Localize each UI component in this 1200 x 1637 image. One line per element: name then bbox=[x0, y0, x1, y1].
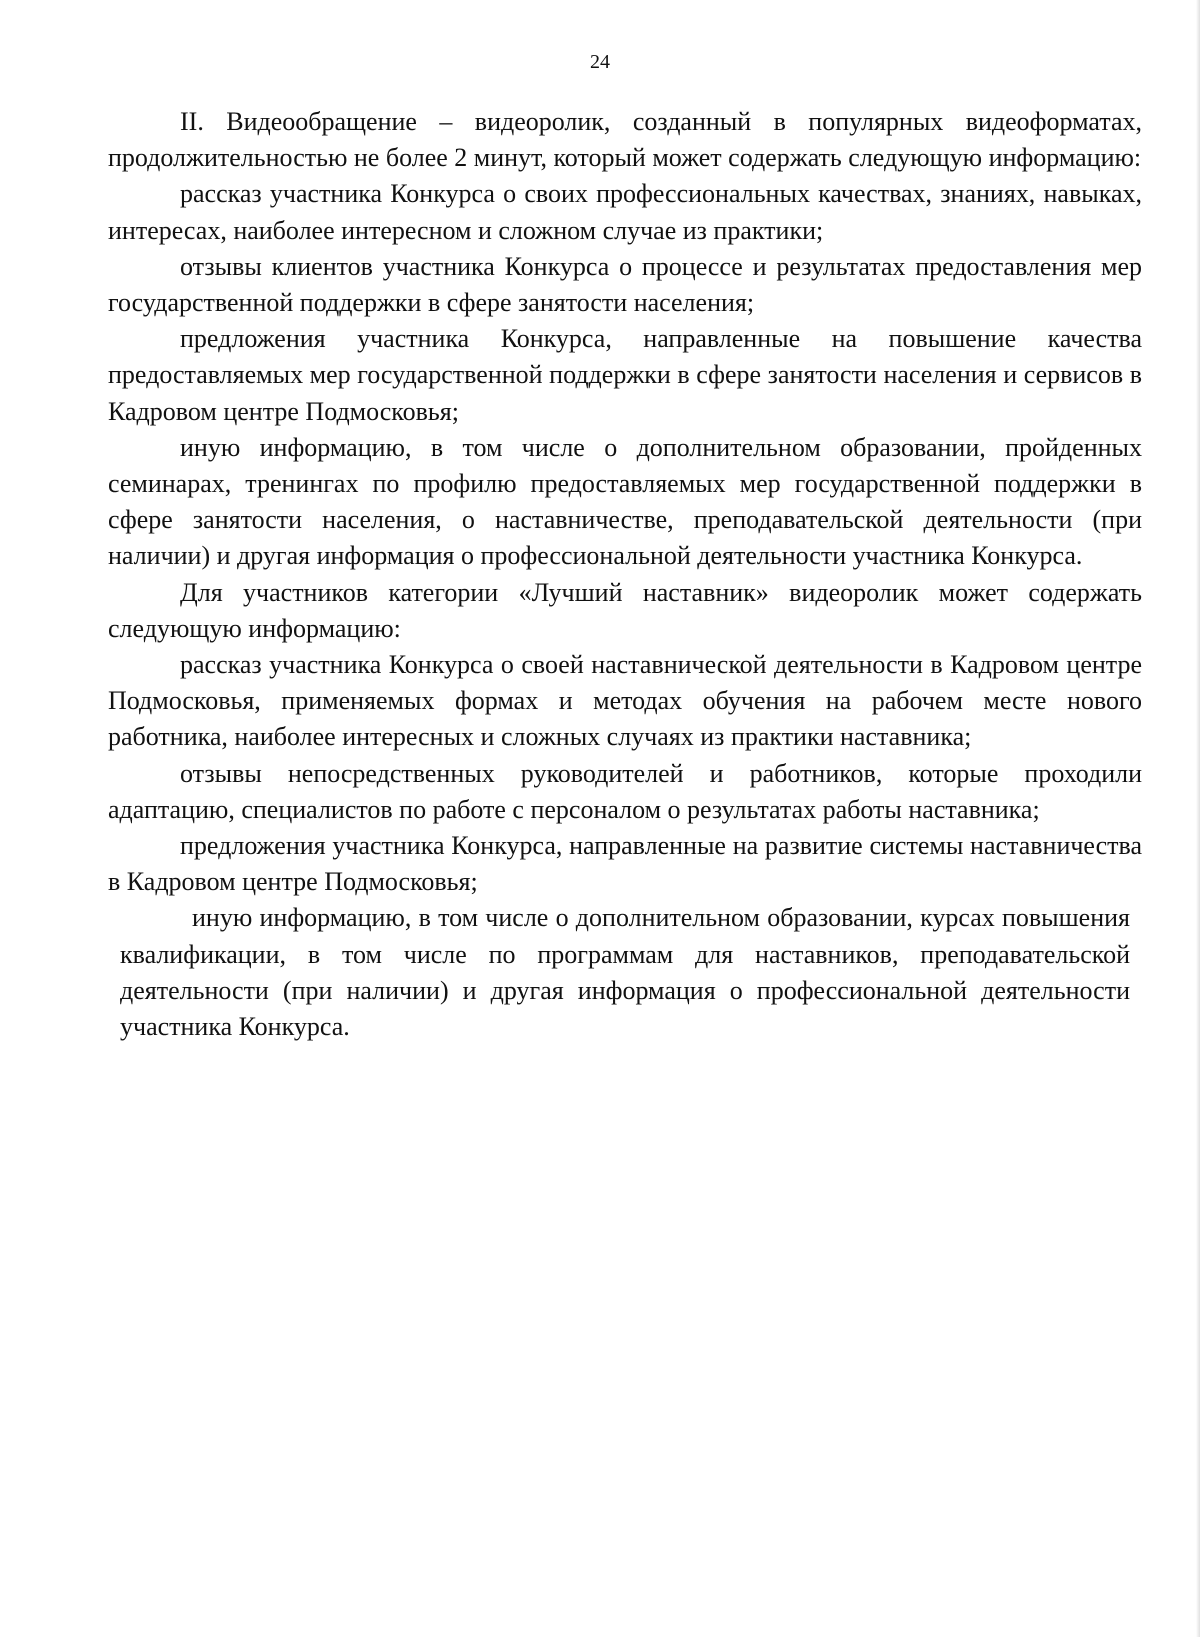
scan-edge-shadow bbox=[1196, 0, 1200, 1637]
paragraph-client-reviews: отзывы клиентов участника Конкурса о процессе и результатах предоставления мер государственной поддержки в сфере занятости населения; bbox=[108, 251, 1142, 318]
paragraph-mentor-reviews: отзывы непосредственных руководителей и работников, которые проходили адаптацию, специалистов по работе с персоналом о результатах работы наставника; bbox=[108, 758, 1142, 824]
paragraph-mentorship-development: предложения участника Конкурса, направленные на развитие системы наставничества в Кадровом центре Подмосковья; bbox=[108, 831, 1142, 897]
paragraph-best-mentor-intro: Для участников категории «Лучший наставник» видеоролик может содержать следующую информацию: bbox=[108, 577, 1142, 643]
paragraph-improvement-proposals: предложения участника Конкурса, направленные на повышение качества предоставляемых мер государственной поддержки в сфере занятости населения и сервисов в Кадровом центре Подмосковья; bbox=[108, 324, 1142, 426]
paragraph-mentor-other-information: иную информацию, в том числе о дополнительном образовании, курсах повышения квалификации, в том числе по программам для наставников, преподавательской деятельности (при наличии) и другая информация о профессиональной деятельности участника Конкурса. bbox=[120, 903, 1130, 1042]
page-number: 24 bbox=[590, 51, 610, 73]
paragraph-other-information: иную информацию, в том числе о дополнительном образовании, пройденных семинарах, тренингах по профилю предоставляемых мер государственной поддержки в сфере занятости населения, о наставничестве, преподавательской деятельности (при наличии) и другая информация о профессиональной деятельности участника Конкурса. bbox=[108, 432, 1142, 571]
paragraph-video-appeal-intro: II. Видеообращение – видеоролик, созданный в популярных видеоформатах, продолжительностью не более 2 минут, который может содержать следующую информацию: bbox=[108, 107, 1142, 173]
paragraph-professional-qualities: рассказ участника Конкурса о своих профессиональных качествах, знаниях, навыках, интересах, наиболее интересном и сложном случае из практики; bbox=[108, 179, 1142, 245]
paragraph-mentor-activity: рассказ участника Конкурса о своей наставнической деятельности в Кадровом центре Подмосковья, применяемых формах и методах обучения на рабочем месте нового работника, наиболее интересных и сложных случаях из практики наставника; bbox=[108, 650, 1142, 752]
document-body bbox=[108, 104, 1142, 1045]
